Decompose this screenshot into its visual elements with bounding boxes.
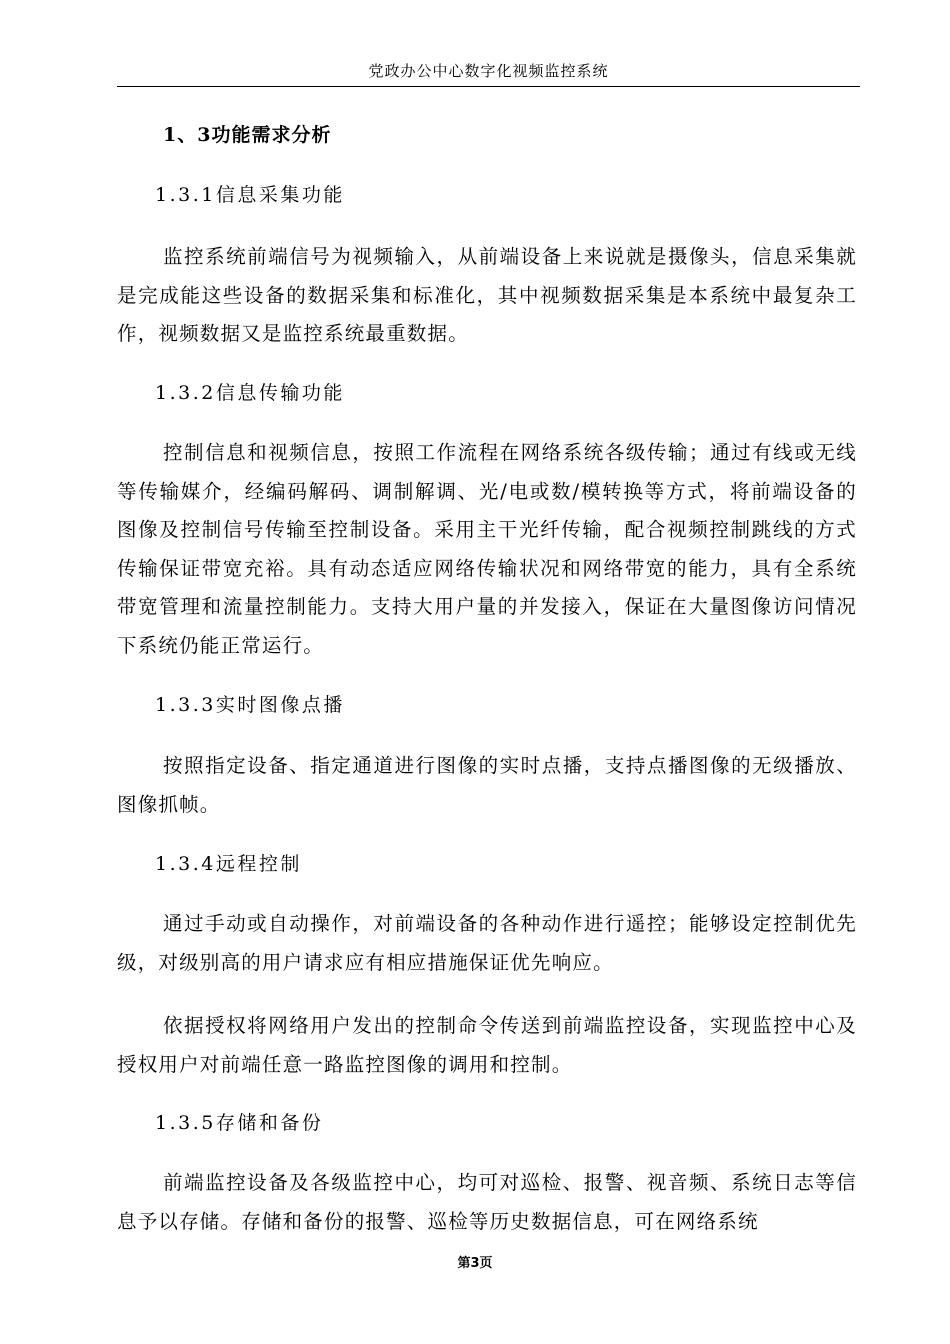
section-title: 1、3功能需求分析 <box>163 124 332 146</box>
page-number: 第3页 <box>457 1256 493 1271</box>
subsection-heading-1-3-1: 1.3.1信息采集功能 <box>155 184 345 206</box>
paragraph-remote-control-2: 依据授权将网络用户发出的控制命令传送到前端监控设备，实现监控中心及授权用户对前端任意一路监控图像的调用和控制。 <box>117 1014 857 1076</box>
paragraph-storage-backup: 前端监控设备及各级监控中心，均可对巡检、报警、视音频、系统日志等信息予以存储。存储和备份的报警、巡检等历史数据信息，可在网络系统 <box>117 1171 857 1233</box>
subsection-heading-1-3-5: 1.3.5存储和备份 <box>155 1112 324 1134</box>
page-header-title: 党政办公中心数字化视频监控系统 <box>368 62 609 80</box>
subsection-heading-1-3-2: 1.3.2信息传输功能 <box>155 382 345 404</box>
subsection-heading-1-3-4: 1.3.4远程控制 <box>155 853 302 875</box>
subsection-heading-1-3-3: 1.3.3实时图像点播 <box>155 694 345 716</box>
paragraph-remote-control-1: 通过手动或自动操作，对前端设备的各种动作进行遥控；能够设定控制优先级，对级别高的用户请求应有相应措施保证优先响应。 <box>117 912 857 974</box>
paragraph-info-collection: 监控系统前端信号为视频输入，从前端设备上来说就是摄像头，信息采集就是完成能这些设备的数据采集和标准化，其中视频数据采集是本系统中最复杂工作，视频数据又是监控系统最重数据。 <box>117 245 857 345</box>
paragraph-info-transmission: 控制信息和视频信息，按照工作流程在网络系统各级传输；通过有线或无线等传输媒介，经编码解码、调制解调、光/电或数/模转换等方式，将前端设备的图像及控制信号传输至控制设备。采用主干光纤传输，配合视频控制跳线的方式传输保证带宽充裕。具有动态适应网络传输状况和网络带宽的能力，具有全系统带宽管理和流量控制能力。支持大用户量的并发接入，保证在大量图像访问情况下系统仍能正常运行。 <box>117 441 857 657</box>
paragraph-realtime-playback: 按照指定设备、指定通道进行图像的实时点播，支持点播图像的无级播放、图像抓帧。 <box>117 754 857 816</box>
